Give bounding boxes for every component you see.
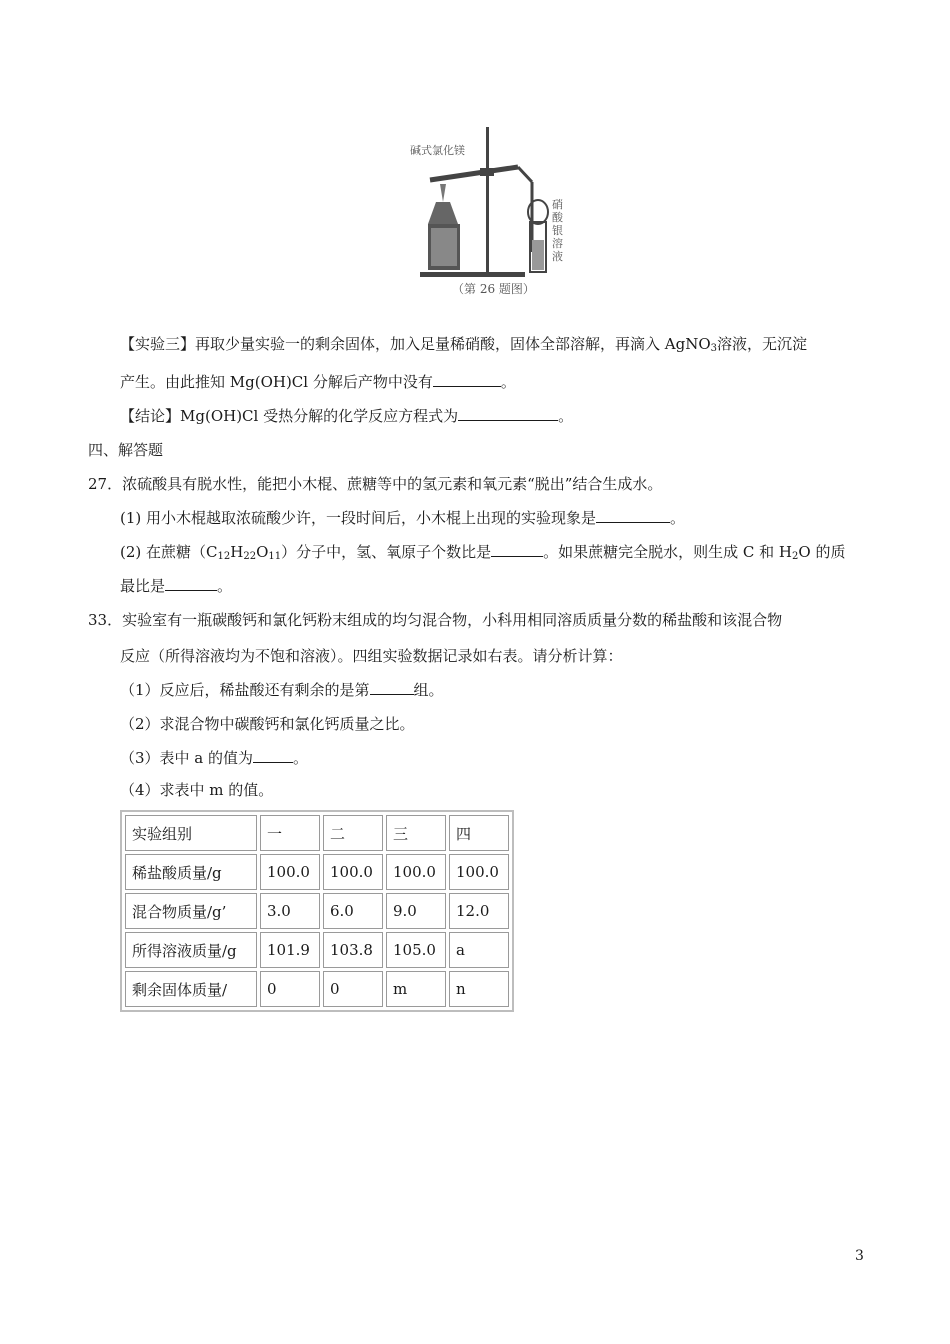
page-number: 3 [855,1248,864,1264]
q27-text: 。 [670,509,686,527]
table-row [125,854,509,890]
table-cell: 103.8 [323,932,383,968]
q33-stem-line1: 33．实验室有一瓶碳酸钙和氯化钙粉末组成的均匀混合物，小科用相同溶质质量分数的稀盐酸和该混合物 [88,611,783,629]
figure-label-char: 银 [552,224,563,237]
q33-part4: （4）求表中 m 的值。 [120,781,274,799]
section-heading: 四、解答题 [88,441,164,459]
table-cell: n [449,971,509,1007]
table-row [125,932,509,968]
apparatus-figure [400,122,570,302]
table-cell: 混合物质量/g’ [125,893,257,929]
q27-text: (2) 在蔗糖（C [120,543,218,561]
table-cell: 剩余固体质量/ [125,971,257,1007]
table-cell: 6.0 [323,893,383,929]
table-cell: 9.0 [386,893,446,929]
q27-part2 [120,542,845,562]
q27-text: 。如果蔗糖完全脱水，则生成 C 和 H [543,543,792,561]
q27-part1 [120,508,685,528]
answer-blank[interactable] [491,542,543,557]
exp3-text: 溶液，无沉淀 [717,335,808,353]
exp3-text: 产生。由此推知 Mg(OH)Cl 分解后产物中没有 [120,373,433,391]
answer-blank[interactable] [458,406,558,421]
table-cell: 所得溶液质量/g [125,932,257,968]
q27-text: ）分子中，氢、氧原子个数比是 [281,543,492,561]
q27-text: 。 [217,577,233,595]
table-cell: 稀盐酸质量/g [125,854,257,890]
table-cell: 100.0 [386,854,446,890]
table-cell: 100.0 [449,854,509,890]
q33-text: （1）反应后，稀盐酸还有剩余的是第 [120,681,370,699]
answer-blank[interactable] [165,576,217,591]
q33-part2: （2）求混合物中碳酸钙和氯化钙质量之比。 [120,715,415,733]
q27-stem: 27．浓硫酸具有脱水性，能把小木棍、蔗糖等中的氢元素和氧元素“脱出”结合生成水。 [88,475,663,493]
table-cell: 0 [323,971,383,1007]
q27-text: H [230,543,244,561]
answer-blank[interactable] [253,748,293,763]
conclusion-text: 。 [558,407,574,425]
q33-part1 [120,680,444,700]
conclusion-line [120,406,573,426]
exp3-text: 【实验三】再取少量实验一的剩余固体，加入足量稀硝酸，固体全部溶解，再滴入 AgNO [120,335,711,353]
q27-part2-cont [120,576,232,596]
figure-label-char: 溶 [552,237,563,250]
subscript: 22 [243,551,257,562]
figure-label-char: 液 [552,250,563,263]
experiment-data-table [120,810,514,1012]
subscript: 11 [268,551,282,562]
table-cell: 实验组别 [125,815,257,851]
q33-stem-line2: 反应（所得溶液均为不饱和溶液）。四组实验数据记录如右表。请分析计算： [120,647,623,665]
table-cell: 101.9 [260,932,320,968]
table-row [125,815,509,851]
table-cell: 二 [323,815,383,851]
table-cell: 四 [449,815,509,851]
table-row [125,893,509,929]
q27-text: O [256,543,269,561]
exp3-line1 [120,334,807,354]
q27-text: 最比是 [120,577,166,595]
exp3-line2 [120,372,516,392]
table-cell: 三 [386,815,446,851]
table-cell: m [386,971,446,1007]
subscript: 12 [217,551,231,562]
figure-label-char: 酸 [552,211,563,224]
conclusion-text: 【结论】Mg(OH)Cl 受热分解的化学反应方程式为 [120,407,459,425]
figure-label-top: 碱式氯化镁 [410,144,465,157]
figure-label-char: 硝 [552,198,563,211]
table-cell: 12.0 [449,893,509,929]
subscript: 2 [792,551,799,562]
exp3-text: 。 [500,373,516,391]
answer-blank[interactable] [370,680,414,695]
answer-blank[interactable] [596,508,670,523]
table-cell: 100.0 [260,854,320,890]
table-cell: 100.0 [323,854,383,890]
table-cell: 105.0 [386,932,446,968]
figure-caption: （第 26 题图） [452,282,535,296]
q27-text: O 的质 [798,543,846,561]
q33-part3 [120,748,308,768]
answer-blank[interactable] [433,372,501,387]
q33-text: 。 [293,749,309,767]
subscript: 3 [710,343,718,354]
table-row [125,971,509,1007]
figure-label-side [552,198,564,263]
q27-text: (1) 用小木棍越取浓硫酸少许，一段时间后，小木棍上出现的实验现象是 [120,509,597,527]
q33-text: 组。 [413,681,444,699]
table-cell: 0 [260,971,320,1007]
table-cell: 3.0 [260,893,320,929]
q33-text: （3）表中 a 的值为 [120,749,254,767]
table-cell: 一 [260,815,320,851]
table-cell: a [449,932,509,968]
